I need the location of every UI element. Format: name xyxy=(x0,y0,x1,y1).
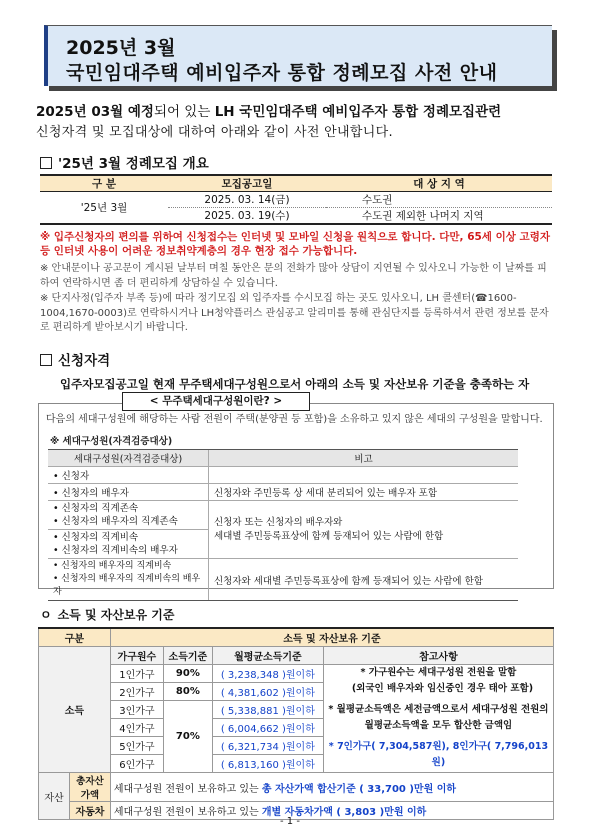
income-asset-table: 구분 소득 및 자산보유 기준 소득 가구원수 소득기준 월평균소득기준 참고사항 1인가구 90% ( 3,238,348 )원이하 * 가구원수는 세대구성원 전원을 말함 (외국인 배우자와 임신중인 경우 태아 포함) * 월평균소득액은 세전금액으로서 세대구성원 전원의 월평균소득액을 모두 합산한 금액임 * 7인가구( 7,304,587원), 8인가구( 7,796,013원) 2인가구 80% ( 4,381,602 )원이하 3인가구 70% ( 5,338,881 )원이하 4인가구 ( 6,004,662 )원이하 5인가구 ( 6,321,734 )원이하 6인가구 ( 6,813,160 )원이하 자산 총자산가액 세대구성원 전원이 보유하고 있는 총 자산가액 합산기준 ( 33,700 )만원 이하 자동차 세대구성원 전원이 보유하고 있는 개별 자동차가액 ( 3,803 )만원 이하 xyxy=(38,627,554,820)
title-box xyxy=(44,25,552,86)
notice-red: ※ 입주신청자의 편의를 위하여 신청접수는 인터넷 및 모바일 신청을 원칙으로 합니다. 다만, 65세 이상 고령자 등 인터넷 사용이 어려운 정보취약계층의 경우 현장 접수 가능합니다. xyxy=(40,231,550,257)
section3-heading: ㅇ 소득 및 자산보유 기준 xyxy=(40,608,175,622)
household-member-table: 세대구성원(자격검증대상) 비고 • 신청자 • 신청자의 배우자 신청자와 주민등록 상 세대 분리되어 있는 배우자 포함 • 신청자의 직계존속 • 신청자의 배우자의 직계존속 신청자 또는 신청자의 배우자와 세대별 주민등록표상에 함께 등재되어 있는 사람에 한함 • 신청자의 직계비속 • 신청자의 직계비속의 배우자 • 신청자의 배우자의 직계비속 • 신청자의 배우자의 직계비속의 배우자 신청자와 세대별 주민등록표상에 함께 등재되어 있는 사람에 한함 xyxy=(48,449,518,601)
notice-date: 2025. 03. 19(수) xyxy=(168,208,326,225)
col-header: 세대구성원(자격검증대상) xyxy=(48,450,209,467)
income-amount: ( 6,004,662 )원이하 xyxy=(212,719,323,737)
asset-label: 자산 xyxy=(39,773,70,820)
notice-2: ※ 단지사정(입주자 부족 등)에 따라 정기모집 외 입주자를 수시모집 하는 곳도 있사오니, LH 콜센터(☎1600-1004,1670-0003)로 연락하시거나 LH청약플러스 관심공고 알리미를 통해 관심단지를 등록하셔서 관련 정보를 문자로 편리하게 받아보시기 바랍니다. xyxy=(40,293,549,333)
income-amount: ( 6,321,734 )원이하 xyxy=(212,737,323,755)
target-region: 수도권 제외한 나머지 지역 xyxy=(326,208,552,225)
col-header: 구 분 xyxy=(40,175,168,192)
section2-heading: 신청자격 xyxy=(40,349,110,369)
checkbox-square-icon xyxy=(40,157,52,169)
income-amount: ( 3,238,348 )원이하 xyxy=(212,665,323,683)
definition-box-title: < 무주택세대구성원이란? > xyxy=(122,392,310,411)
member-note: 신청자와 세대별 주민등록표상에 함께 등재되어 있는 사람에 한함 xyxy=(209,559,519,601)
col-header: 소득 및 자산보유 기준 xyxy=(110,628,553,647)
member-row: • 신청자의 배우자 xyxy=(48,484,209,501)
notice-1: ※ 안내문이나 공고문이 게시된 날부터 며칠 동안은 문의 전화가 많아 상담이 지연될 수 있사오니 가능한 이 날짜를 피하여 연락하시면 좀 더 편리하게 상담하실 수 있습니다. xyxy=(40,263,547,289)
member-note: 신청자와 주민등록 상 세대 분리되어 있는 배우자 포함 xyxy=(209,484,519,501)
page-number: - 1 - xyxy=(280,816,300,827)
definition-desc: 다음의 세대구성원에 해당하는 사람 전원이 주택(분양권 등 포함)을 소유하고 있지 않은 세대의 구성원을 말합니다. xyxy=(46,414,543,425)
income-amount: ( 4,381,602 )원이하 xyxy=(212,683,323,701)
income-label: 소득 xyxy=(39,647,111,773)
col-header: 구분 xyxy=(39,628,111,647)
total-asset-criterion: 세대구성원 전원이 보유하고 있는 총 자산가액 합산기준 ( 33,700 )만원 이하 xyxy=(110,773,553,802)
col-header: 모집공고일 xyxy=(168,175,326,192)
income-amount: ( 5,338,881 )원이하 xyxy=(212,701,323,719)
schedule-table xyxy=(40,174,552,225)
section1-heading: '25년 3월 정례모집 개요 xyxy=(40,152,209,172)
eligibility-subtitle: 입주자모집공고일 현재 무주택세대구성원으로서 아래의 소득 및 자산보유 기준을 충족하는 자 xyxy=(60,377,530,391)
col-header: 비고 xyxy=(209,450,519,467)
checkbox-square-icon xyxy=(40,354,52,366)
title-line1: 2025년 3월 xyxy=(66,37,176,59)
income-amount: ( 6,813,160 )원이하 xyxy=(212,755,323,773)
intro-line2: 신청자격 및 모집대상에 대하여 아래와 같이 사전 안내합니다. xyxy=(36,125,393,140)
member-row: • 신청자 xyxy=(48,467,209,484)
target-region: 수도권 xyxy=(362,194,393,206)
notice-date: 2025. 03. 14(금) xyxy=(204,194,290,206)
car-criterion: 세대구성원 전원이 보유하고 있는 개별 자동차가액 ( 3,803 )만원 이하 xyxy=(110,802,553,820)
col-header: 대 상 지 역 xyxy=(326,175,552,192)
circle-bullet-icon: ㅇ xyxy=(40,608,52,622)
reference-notes: * 가구원수는 세대구성원 전원을 말함 (외국인 배우자와 임신중인 경우 태아 포함) * 월평균소득액은 세전금액으로서 세대구성원 전원의 월평균소득액을 모두 합산한 금액임 * 7인가구( 7,304,587원), 8인가구( 7,796,013원) xyxy=(323,665,553,773)
row-label: '25년 3월 xyxy=(40,192,168,225)
member-subheading: ※ 세대구성원(자격검증대상) xyxy=(50,436,173,447)
title-line2: 국민임대주택 예비입주자 통합 정례모집 사전 안내 xyxy=(66,62,498,84)
intro-line1: 2025년 03월 예정되어 있는 LH 국민임대주택 예비입주자 통합 정례모집관련 xyxy=(36,104,502,120)
